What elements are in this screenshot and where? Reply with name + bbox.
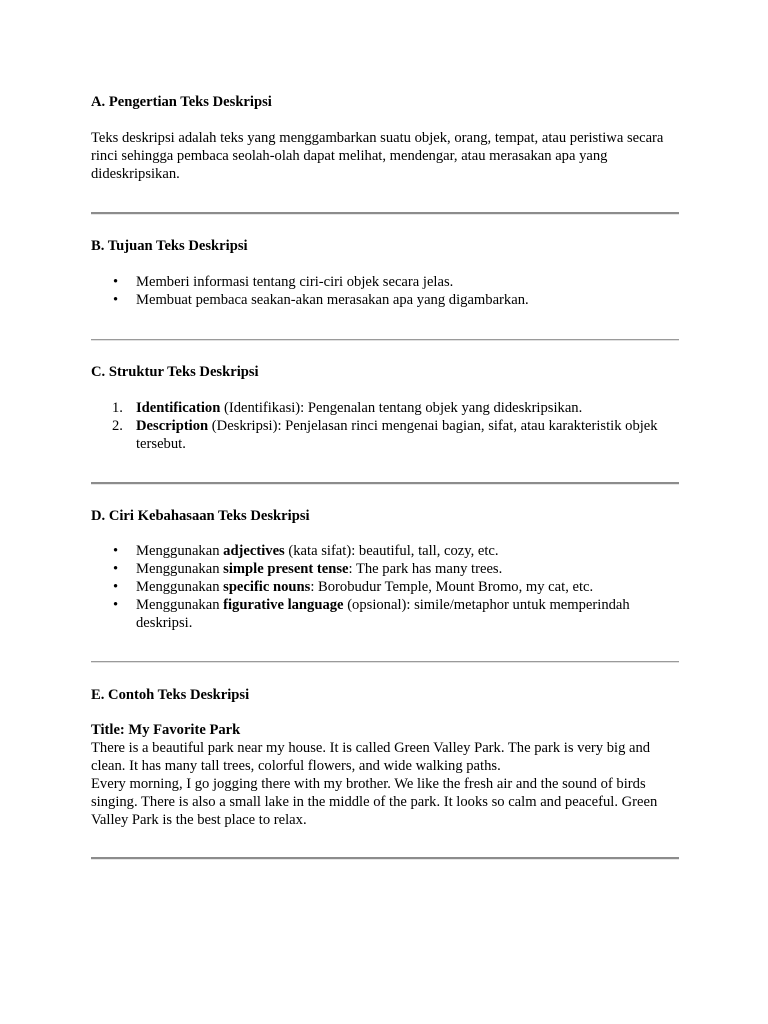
term: Identification [136, 400, 221, 416]
list-item [91, 542, 681, 560]
bullet-marker: • [113, 579, 119, 595]
section-c-numbered-list [91, 399, 681, 453]
example-title: Title: My Favorite Park [91, 722, 241, 738]
bullet-marker: • [113, 543, 119, 559]
list-item-prefix: Menggunakan [136, 579, 224, 595]
section-divider [91, 857, 679, 860]
list-number: 1. [112, 400, 123, 416]
list-number: 2. [112, 418, 123, 434]
bullet-marker: • [113, 597, 119, 613]
list-item [91, 596, 681, 632]
list-item-prefix: Menggunakan [136, 543, 224, 559]
section-divider [91, 482, 679, 485]
list-item-text: : The park has many trees. [348, 561, 503, 577]
list-item [91, 273, 681, 291]
term: Description [136, 418, 209, 434]
bullet-marker: • [113, 561, 119, 577]
section-c-heading: C. Struktur Teks Deskripsi [91, 364, 259, 380]
section-divider [91, 661, 679, 663]
term: simple present tense [223, 561, 349, 577]
section-d-bullet-list [91, 542, 681, 632]
section-divider [91, 339, 679, 341]
list-item-text: : Borobudur Temple, Mount Bromo, my cat, etc. [310, 579, 594, 595]
list-item-text: (opsional): simile/metaphor untuk memperindah deskripsi. [136, 597, 630, 631]
example-paragraph: Every morning, I go jogging there with my brother. We like the fresh air and the sound of birds singing. There is also a small lake in the middle of the park. It looks so calm and peaceful. Green Valley Park is the best place to relax. [91, 776, 658, 828]
section-e-heading: E. Contoh Teks Deskripsi [91, 687, 250, 703]
section-a-text: Teks deskripsi adalah teks yang menggambarkan suatu objek, orang, tempat, atau peristiwa secara rinci sehingga pembaca seolah-olah dapat melihat, mendengar, atau merasakan apa yang dideskripsikan. [91, 130, 664, 182]
list-item [91, 560, 681, 578]
list-item [91, 578, 681, 596]
section-a-heading: A. Pengertian Teks Deskripsi [91, 94, 272, 110]
section-divider [91, 212, 679, 215]
section-b-heading: B. Tujuan Teks Deskripsi [91, 238, 248, 254]
list-item-prefix: Menggunakan [136, 597, 224, 613]
bullet-marker: • [113, 274, 119, 290]
term: adjectives [223, 543, 285, 559]
list-item [91, 291, 681, 309]
list-item-text: Memberi informasi tentang ciri-ciri objek secara jelas. [136, 274, 454, 290]
section-b-bullet-list [91, 273, 681, 309]
term: figurative language [223, 597, 344, 613]
section-d-heading: D. Ciri Kebahasaan Teks Deskripsi [91, 508, 310, 524]
bullet-marker: • [113, 292, 119, 308]
list-item-text: (kata sifat): beautiful, tall, cozy, etc. [284, 543, 499, 559]
list-item [91, 417, 681, 453]
term: specific nouns [223, 579, 311, 595]
list-item-text: (Identifikasi): Pengenalan tentang objek yang dideskripsikan. [220, 400, 583, 416]
list-item-text: Membuat pembaca seakan-akan merasakan apa yang digambarkan. [136, 292, 529, 308]
list-item-prefix: Menggunakan [136, 561, 224, 577]
example-text [91, 721, 681, 829]
example-paragraph: There is a beautiful park near my house. It is called Green Valley Park. The park is very big and clean. It has many tall trees, colorful flowers, and wide walking paths. [91, 740, 651, 774]
list-item-text: (Deskripsi): Penjelasan rinci mengenai bagian, sifat, atau karakteristik objek tersebut. [136, 418, 658, 452]
list-item [91, 399, 681, 417]
